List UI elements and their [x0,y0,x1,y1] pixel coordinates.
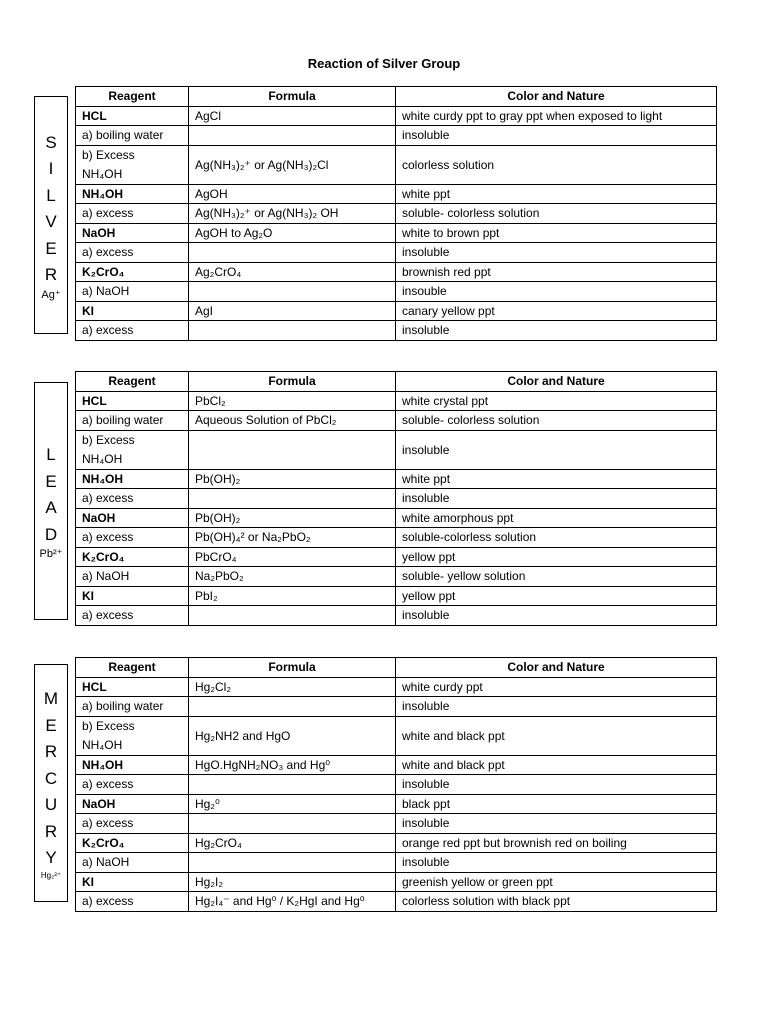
reagent-cell: a) excess [76,489,189,509]
color-nature-cell: white curdy ppt [396,677,717,697]
reagent-cell: a) excess [76,814,189,834]
formula-cell [189,606,396,626]
header-reagent: Reagent [76,372,189,392]
header-color: Color and Nature [396,87,717,107]
color-nature-cell: insoluble [396,126,717,146]
group-letter: S [45,132,57,152]
table-row [76,547,717,567]
reagent-cell: KI [76,301,189,321]
table-row [76,755,717,775]
color-nature-cell: insoluble [396,430,717,469]
group-letter: D [44,524,58,544]
formula-cell: Hg₂NH2 and HgO [189,716,396,755]
reagent-cell: a) NaOH [76,282,189,302]
table-header-row [76,372,717,392]
table-row [76,126,717,146]
table-row [76,411,717,431]
color-nature-cell: white curdy ppt to gray ppt when exposed to light [396,106,717,126]
color-nature-cell: colorless solution [396,145,717,184]
color-nature-cell: white ppt [396,469,717,489]
table-row [76,892,717,912]
group-letters [44,686,58,872]
header-formula: Formula [189,658,396,678]
color-nature-cell: insoluble [396,606,717,626]
reagent-cell: NH₄OH [76,755,189,775]
table-row [76,184,717,204]
reagent-cell: NaOH [76,794,189,814]
reagent-cell: a) boiling water [76,411,189,431]
reagent-cell: b) Excess NH₄OH [76,145,189,184]
table-row [76,391,717,411]
color-nature-cell: white and black ppt [396,716,717,755]
reagent-cell: a) excess [76,243,189,263]
table-row [76,833,717,853]
table-row [76,106,717,126]
color-nature-cell: insouble [396,282,717,302]
formula-cell: PbCrO₄ [189,547,396,567]
formula-cell: Pb(OH)₄² or Na₂PbO₂ [189,528,396,548]
group-letter: L [46,185,56,205]
color-nature-cell: insoluble [396,697,717,717]
formula-cell [189,697,396,717]
formula-cell: Pb(OH)₂ [189,508,396,528]
table-row [76,567,717,587]
group-label-lead [34,382,68,620]
reagent-cell: a) excess [76,775,189,795]
group-letter: M [43,689,59,709]
reagent-cell: NaOH [76,223,189,243]
formula-cell: Hg₂I₂ [189,872,396,892]
group-letter: V [45,212,57,231]
formula-cell [189,321,396,341]
ion-symbol: Ag⁺ [41,288,61,301]
color-nature-cell: soluble- colorless solution [396,204,717,224]
reagent-cell: b) Excess NH₄OH [76,430,189,469]
table-row [76,204,717,224]
color-nature-cell: insoluble [396,775,717,795]
formula-cell: Na₂PbO₂ [189,567,396,587]
table-row [76,606,717,626]
reagent-cell: a) excess [76,606,189,626]
formula-cell: AgI [189,301,396,321]
header-formula: Formula [189,87,396,107]
table-row [76,586,717,606]
color-nature-cell: canary yellow ppt [396,301,717,321]
reagent-cell: K₂CrO₄ [76,262,189,282]
formula-cell: Hg₂CrO₄ [189,833,396,853]
group-letter: E [45,471,57,491]
reagent-cell: K₂CrO₄ [76,547,189,567]
group-letter: U [44,795,58,815]
color-nature-cell: insoluble [396,243,717,263]
formula-cell: PbCl₂ [189,391,396,411]
group-letter: E [45,715,57,735]
color-nature-cell: insoluble [396,853,717,873]
ion-symbol: Pb²⁺ [39,548,63,560]
formula-cell: Hg₂⁰ [189,794,396,814]
formula-cell: AgCl [189,106,396,126]
header-reagent: Reagent [76,658,189,678]
group-letter: R [44,821,58,841]
color-nature-cell: white crystal ppt [396,391,717,411]
table-row [76,872,717,892]
reagent-cell: a) excess [76,204,189,224]
color-nature-cell: soluble- colorless solution [396,411,717,431]
reagent-cell: HCL [76,106,189,126]
table-row [76,321,717,341]
formula-cell: Pb(OH)₂ [189,469,396,489]
table-row [76,677,717,697]
reagent-cell: NH₄OH [76,184,189,204]
reagent-cell: a) NaOH [76,567,189,587]
formula-cell: Ag₂CrO₄ [189,262,396,282]
formula-cell: HgO.HgNH₂NO₃ and Hg⁰ [189,755,396,775]
color-nature-cell: soluble-colorless solution [396,528,717,548]
header-color: Color and Nature [396,372,717,392]
formula-cell [189,489,396,509]
table-row [76,794,717,814]
table-row [76,282,717,302]
group-label-mercury [34,664,68,902]
reagent-cell: HCL [76,391,189,411]
reagent-cell: a) excess [76,321,189,341]
mercury-table [75,657,717,912]
table-row [76,243,717,263]
reagent-cell: a) boiling water [76,126,189,146]
color-nature-cell: insoluble [396,321,717,341]
silver-table [75,86,717,341]
table-row [76,814,717,834]
reagent-cell: NaOH [76,508,189,528]
formula-cell [189,282,396,302]
group-label-silver [34,96,68,334]
color-nature-cell: brownish red ppt [396,262,717,282]
lead-table [75,371,717,626]
reagent-cell: K₂CrO₄ [76,833,189,853]
table-row [76,430,717,469]
color-nature-cell: insoluble [396,814,717,834]
ion-symbol: Hg₂²⁺ [40,870,62,880]
table-row [76,775,717,795]
table-row [76,145,717,184]
table-row [76,262,717,282]
color-nature-cell: white amorphous ppt [396,508,717,528]
table-row [76,528,717,548]
group-letter: I [48,159,54,178]
table-row [76,223,717,243]
color-nature-cell: yellow ppt [396,547,717,567]
header-color: Color and Nature [396,658,717,678]
group-letters [45,442,57,548]
reagent-cell: a) excess [76,892,189,912]
table-row [76,508,717,528]
formula-cell [189,430,396,469]
group-letter: L [46,445,56,464]
reagent-cell: KI [76,586,189,606]
table-row [76,469,717,489]
formula-cell [189,853,396,873]
table-header-row [76,658,717,678]
color-nature-cell: white to brown ppt [396,223,717,243]
table-row [76,697,717,717]
formula-cell: Aqueous Solution of PbCl₂ [189,411,396,431]
color-nature-cell: orange red ppt but brownish red on boiling [396,833,717,853]
reagent-cell: NH₄OH [76,469,189,489]
color-nature-cell: soluble- yellow solution [396,567,717,587]
formula-cell [189,814,396,834]
color-nature-cell: yellow ppt [396,586,717,606]
table-header-row [76,87,717,107]
formula-cell: Hg₂I₄⁻ and Hg⁰ / K₂HgI and Hg⁰ [189,892,396,912]
group-letter: E [45,238,57,258]
reagent-cell: b) Excess NH₄OH [76,716,189,755]
group-letter: A [45,498,57,517]
reagent-cell: a) excess [76,528,189,548]
reagent-cell: HCL [76,677,189,697]
reagent-cell: a) NaOH [76,853,189,873]
reagent-cell: a) boiling water [76,697,189,717]
color-nature-cell: greenish yellow or green ppt [396,872,717,892]
formula-cell [189,126,396,146]
color-nature-cell: colorless solution with black ppt [396,892,717,912]
formula-cell: Ag(NH₃)₂⁺ or Ag(NH₃)₂ OH [189,204,396,224]
group-letters [45,130,57,289]
color-nature-cell: insoluble [396,489,717,509]
table-row [76,853,717,873]
header-reagent: Reagent [76,87,189,107]
formula-cell: Hg₂Cl₂ [189,677,396,697]
page-title: Reaction of Silver Group [307,56,461,71]
table-row [76,301,717,321]
header-formula: Formula [189,372,396,392]
formula-cell: AgOH [189,184,396,204]
formula-cell [189,243,396,263]
formula-cell: PbI₂ [189,586,396,606]
color-nature-cell: black ppt [396,794,717,814]
group-letter: R [44,265,58,284]
group-letter: R [44,742,58,762]
group-letter: C [44,768,58,788]
table-row [76,489,717,509]
color-nature-cell: white and black ppt [396,755,717,775]
table-row [76,716,717,755]
formula-cell [189,775,396,795]
color-nature-cell: white ppt [396,184,717,204]
formula-cell: Ag(NH₃)₂⁺ or Ag(NH₃)₂Cl [189,145,396,184]
group-letter: Y [45,848,57,868]
formula-cell: AgOH to Ag₂O [189,223,396,243]
reagent-cell: KI [76,872,189,892]
